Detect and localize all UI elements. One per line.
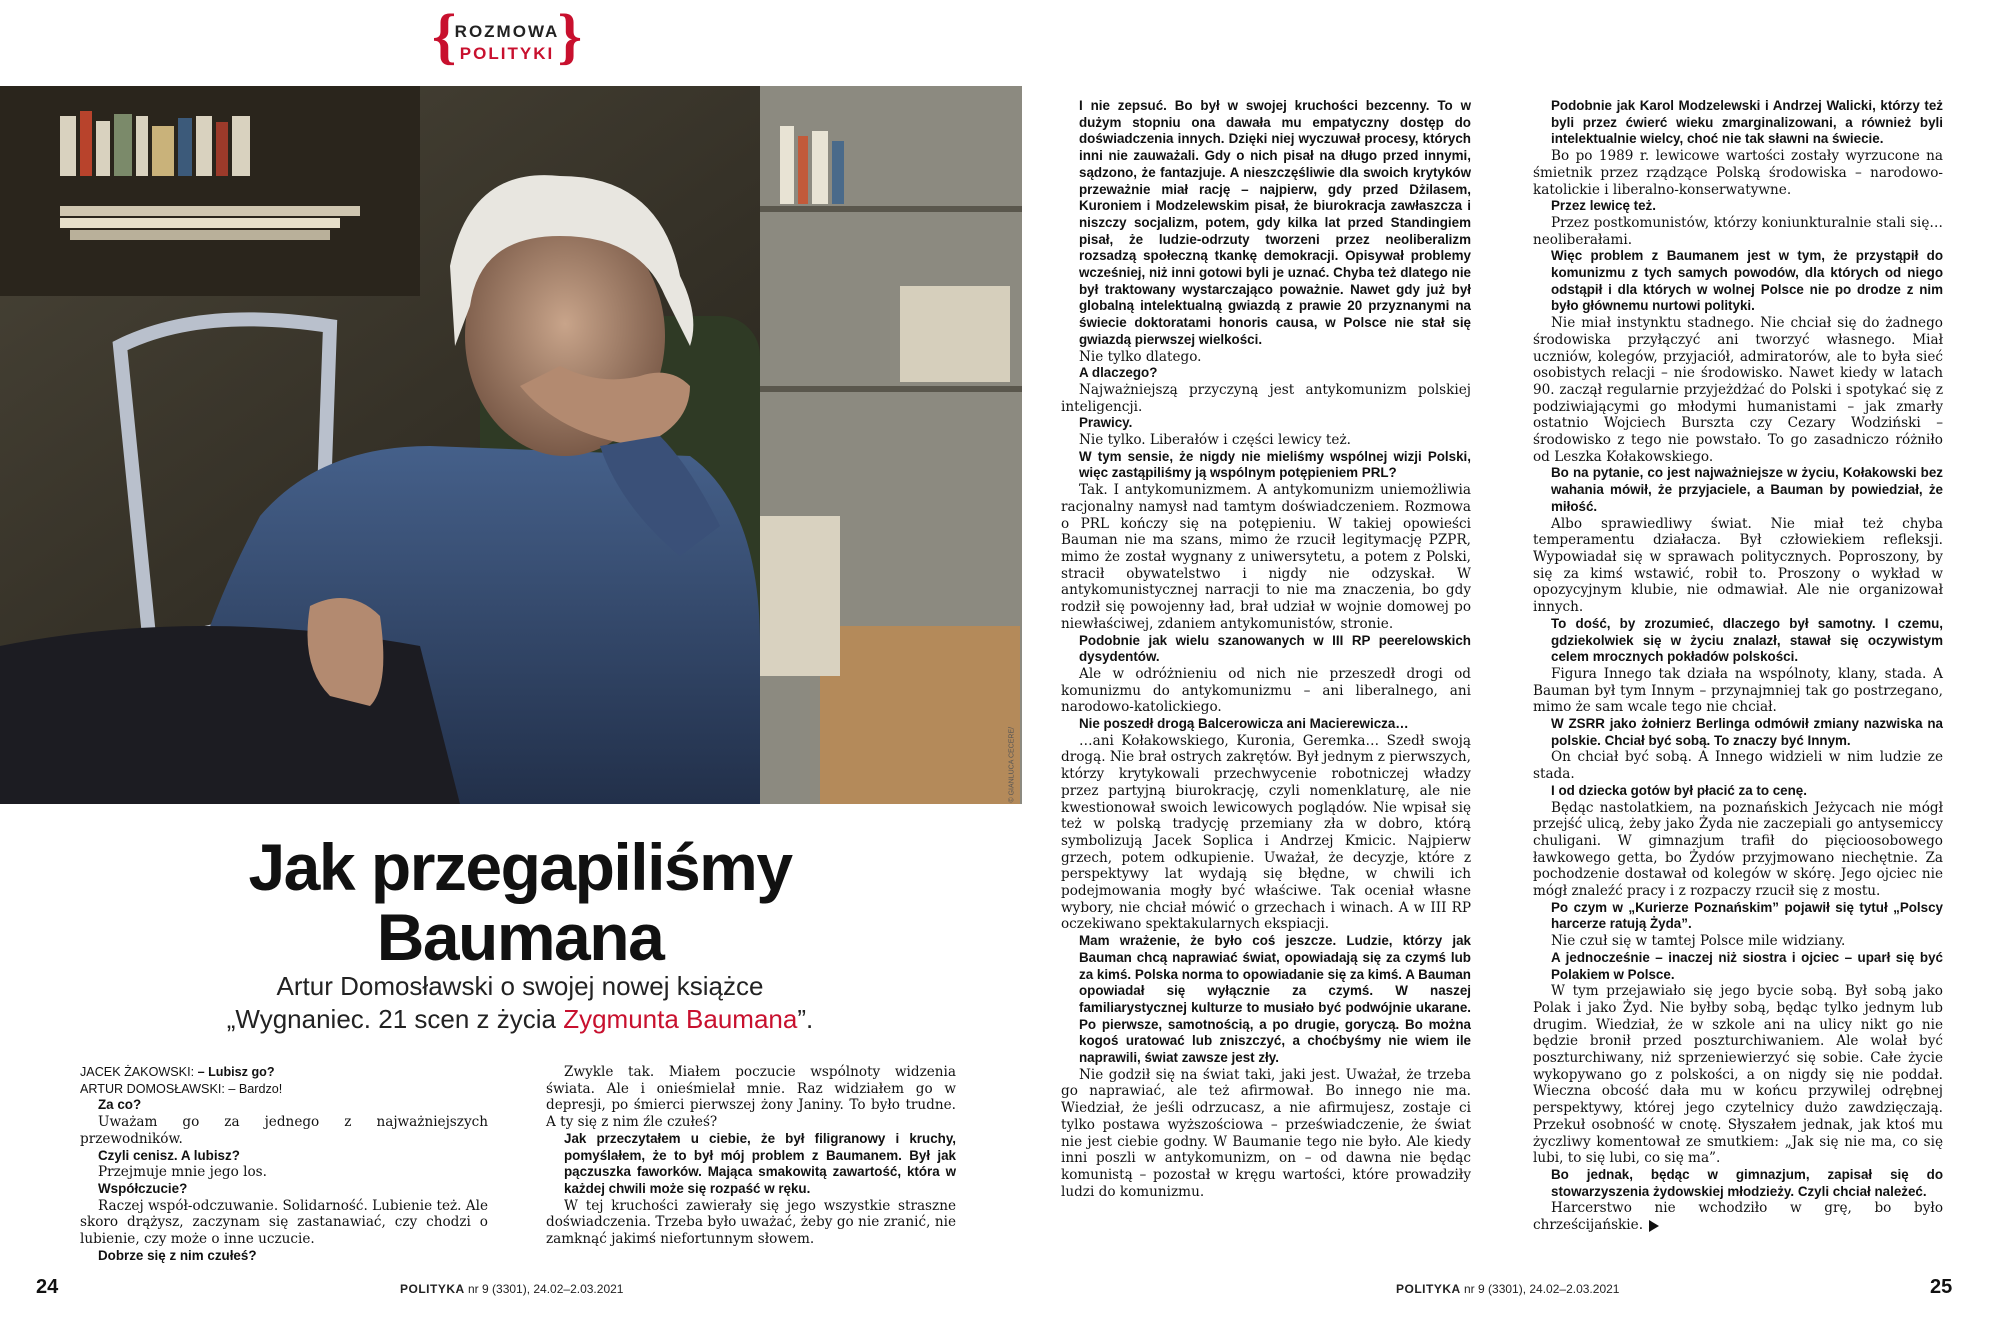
interviewer-question: Przez lewicę też. xyxy=(1551,198,1656,214)
answer-paragraph: Nie tylko dlatego. xyxy=(1079,348,1202,365)
speaker-line xyxy=(80,1081,488,1098)
answer-paragraph: Tak. I antykomunizmem. A antykomunizm uniemożliwia racjonalny namysł nad tamtym doświadczeniem. Rozmowa o PRL kończy się na potępieniu. W takiej opowieści Bauman nie ma szans, mimo że rzucił legitymację PZPR, mimo że został wygnany z uniwersytetu, a potem z Polski, stracił obywatelstwo i nigdy nie odzyskał. W antykomunistycznej narracji to nie ma znaczenia, bo gdy rodził się powojenny ład, brał udział w wojnie domowej po niewłaściwej, zdaniem antykomunistów, stronie. xyxy=(1061,482,1471,632)
answer-paragraph: On chciał być sobą. A Innego widzieli w nim ludzie ze stada. xyxy=(1533,749,1943,783)
article-title: Jak przegapiliśmy Baumana xyxy=(248,830,792,974)
interviewer-question: Więc problem z Baumanem jest w tym, że przystąpił do komunizmu z tych samych powodów, dla których od niego odstąpił i dla których w wolnej Polsce nie po drodze z nim było głównemu nurtowi polityki. xyxy=(1551,248,1943,314)
answer-paragraph: Przez postkomunistów, którzy koniunkturalnie stali się… neoliberałami. xyxy=(1533,214,1943,248)
interviewer-question: Dobrze się z nim czułeś? xyxy=(98,1247,257,1263)
right-brace-icon: } xyxy=(557,3,582,71)
footer-right: POLITYKA nr 9 (3301), 24.02–2.03.2021 xyxy=(1396,1282,1620,1296)
answer-paragraph: W tym przejawiało się jego bycie sobą. Był sobą jako Polak i jako Żyd. Nie byłby sobą, będąc tylko jednym lub drugim. Wiedział, że w szkole ani na ulicy nikt go nie będzie bronił przed poszturchiwaniem. Ale wolał być poszturchiwany, niż sprzeniewierzyć się sobie. Całe życie wykopywano go z polskości, a on nigdy się nie poddał. Wieczna obcość dała mu w końcu przywilej odrębnej perspektywy, której jego czytelnicy dużo zawdzięczają. Przekuł osobność w cnotę. Słyszałem jednak, jak ktoś mu życzliwy komentował ze smutkiem: „Jak się nie ma, co się lubi, to się lubi, co się ma”. xyxy=(1533,983,1943,1167)
answer-paragraph: …ani Kołakowskiego, Kuronia, Geremka… Szedł swoją drogą. Nie brał ostrych zakrętów. Był jednym z pierwszych, którzy krytykowali przechwycenie robotniczej władzy przez partyjną biurokrację, czyli nomenklaturę, ale nie kwestionował swoich lewicowych poglądów. Nie wpisał się też w polską tradycję przemiany zła w dobro, którą symbolizują Jacek Soplica i Andrzej Kmicic. Najpierw grzech, potem odkupienie. Uważał, że decyzje, które z perspektywy lat wydają się błędne, w chwili ich podejmowania mogły być właściwe. Tak oceniał własne wybory, nie chciał mówić o grzechach i winach. A w III RP oczekiwano spektakularnych ekspiacji. xyxy=(1061,732,1471,933)
speaker-text: – Bardzo! xyxy=(224,1081,283,1096)
continue-arrow-icon xyxy=(1649,1220,1659,1232)
section-logo xyxy=(432,3,582,71)
answer-paragraph: Nie czuł się w tamtej Polsce mile widziany. xyxy=(1551,933,1846,950)
answer-paragraph: Harcerstwo nie wchodziło w grę, bo było chrześcijańskie. xyxy=(1533,1200,1943,1234)
answer-paragraph: Nie tylko. Liberałów i części lewicy też. xyxy=(1079,432,1351,449)
text-column-3 xyxy=(1061,98,1471,1200)
answer-paragraph: Bo po 1989 r. lewicowe wartości zostały wyrzucone na śmietnik przez rządzące Polską środowiska – narodowo-katolickie i liberalno-konserwatywne. xyxy=(1533,148,1943,198)
left-brace-icon: { xyxy=(432,3,457,71)
section-word-2: POLITYKI xyxy=(459,44,555,63)
interviewer-question: I nie zepsuć. Bo był w swojej kruchości bezcenny. To w dużym stopniu ona dawała mu empatyczny dostęp do doświadczenia innych. Dzięki niej wyczuwał procesy, których inni nie zauważali. Gdy o nich pisał na długo przed innymi, sądzono, że fantazjuje. A nieszczęśliwie dla swoich krytyków przeważnie miał rację – najpierw, gdy przed Dżilasem, Kuroniem i Modzelewskim pisał, że biurokracja zawłaszcza i niszczy socjalizm, potem, gdy kilka lat przed Standingiem pisał, że ludzie-odrzuty tworzeni przez neoliberalizm rozsadzą społeczną tkankę demokracji. Opisywał problemy wcześniej, niż inni gotowi byli je uznać. Chyba też dlatego nie był traktowany wystarczająco poważnie. Nawet gdy już był globalną intelektualną gwiazdą z prawie 20 przyznanymi na świecie doktoratami honoris causa, w Polsce nie stał się gwiazdą pierwszej wielkości. xyxy=(1079,98,1471,347)
answer-paragraph: Nie godził się na świat taki, jaki jest. Uważał, że trzeba go naprawiać, ale też afirmował. Bo innego nie ma. Wiedział, że jeśli odrzucasz, a nie afirmujesz, zostaje ci tylko postawa wyższościowa – przeświadczenie, że świat nie jest ciebie godny. W Baumanie tego nie było. Ale kiedy inni poszli w antykomunizm, on – od dawna nie będąc komunistą – pozostał w kręgu wartości, które prowadziły ludzi do komunizmu. xyxy=(1061,1066,1471,1200)
page-number-right: 25 xyxy=(1930,1276,1953,1298)
interviewer-question: Bo na pytanie, co jest najważniejsze w życiu, Kołakowski bez wahania mówił, że przyjaciele, a Bauman by powiedział, że miłość. xyxy=(1551,465,1943,514)
answer-paragraph: Raczej współ-odczuwanie. Solidarność. Lubienie też. Ale skoro drążysz, zaczynam się zastanawiać, czy chodzi o lubienie, czy może o inne uczucie. xyxy=(80,1197,488,1248)
interviewer-question: Podobnie jak wielu szanowanych w III RP peerelowskich dysydentów. xyxy=(1079,632,1471,665)
interviewer-question: Współczucie? xyxy=(98,1180,188,1196)
interviewer-question: Jak przeczytałem u ciebie, że był filigranowy i kruchy, pomyślałem, że to był mój problem z Baumanem. Był jak pączuszka faworków. Mająca smakowitą zawartość, która w każdej chwili może się rozpaść w ręku. xyxy=(564,1130,956,1196)
answer-paragraph: Najważniejszą przyczyną jest antykomunizm polskiej inteligencji. xyxy=(1061,381,1471,415)
interviewer-question: Za co? xyxy=(98,1097,142,1113)
page-number-left: 24 xyxy=(36,1276,59,1298)
answer-paragraph: Uważam go za jednego z najważniejszych przewodników. xyxy=(80,1114,488,1147)
interviewer-question: W ZSRR jako żołnierz Berlinga odmówił zmiany nazwiska na polskie. Chciał być sobą. To znaczy być Innym. xyxy=(1551,716,1943,748)
photo-credit: © GIANLUCA CECERE/ xyxy=(1008,726,1016,803)
interviewer-question: W tym sensie, że nigdy nie mieliśmy wspólnej wizji Polski, więc zastąpiliśmy ją wspólnym potępieniem PRL? xyxy=(1079,448,1471,481)
answer-paragraph: W tej kruchości zawierały się jego wszystkie straszne doświadczenia. Trzeba było uważać, żeby go nie zranić, nie zamknąć jakimś niefortunnym słowem. xyxy=(546,1197,956,1248)
answer-paragraph: Albo sprawiedliwy świat. Nie miał też chyba temperamentu działacza. Był człowiekiem refleksji. Wypowiadał się w sprawach politycznych. Poproszony, by się za kimś wstawić, robił to. Proszony o wykład w opozycyjnym klubie, nie odmawiał. Ale nie organizował innych. xyxy=(1533,515,1943,616)
answer-paragraph: Będąc nastolatkiem, na poznańskich Jeżycach nie mógł przejść ulicą, żeby jako Żyda nie zaczepiali go antysemiccy chuligani. W gimnazjum trafił do pięcioosobowego ławkowego getta, bo Żydów przyjmowano niechętnie. Za pochodzenie dostawał od kolegów w skórę. Jego ojciec nie mógł znaleźć pracy i z rozpaczy rzucił się z mostu. xyxy=(1533,799,1943,900)
interviewer-question: Nie poszedł drogą Balcerowicza ani Macierewicza… xyxy=(1079,716,1409,732)
article-lead: Artur Domosławski o swojej nowej książce „Wygnaniec. 21 scen z życia Zygmunta Baumana”. xyxy=(226,971,814,1034)
speaker-name: ARTUR DOMOSŁAWSKI: xyxy=(80,1081,225,1096)
text-column-2 xyxy=(546,1064,956,1248)
footer-left: POLITYKA nr 9 (3301), 24.02–2.03.2021 xyxy=(400,1282,624,1296)
answer-paragraph: Figura Innego tak działa na wspólnoty, klany, stada. A Bauman był tym Innym – przynajmniej tak go postrzegano, mimo że sam wcale tego nie chciał. xyxy=(1533,665,1943,716)
answer-paragraph: Nie miał instynktu stadnego. Nie chciał się do żadnego środowiska przyłączyć ani tworzyć własnego. Miał uczniów, kolegów, przyjaciół, admiratorów, ale to była sieć osobistych relacji – nie środowisko. Nawet kiedy w latach 90. zaczął regularnie przyjeżdżać do Polski i spotykać się z podziwiającymi go młodymi humanistami – jak zmarły ostatnio Wojciech Burszta czy Cezary Wodziński – środowisko z tego nie powstało. To go zasadniczo różniło od Leszka Kołakowskiego. xyxy=(1533,315,1943,465)
text-column-1 xyxy=(80,1064,488,1264)
interviewer-question: A jednocześnie – inaczej niż siostra i ojciec – uparł się być Polakiem w Polsce. xyxy=(1551,949,1943,982)
speaker-name: JACEK ŻAKOWSKI: xyxy=(80,1065,195,1079)
interviewer-question: Po czym w „Kurierze Poznańskim” pojawił się tytuł „Polscy harcerze ratują Żyda”. xyxy=(1551,899,1943,932)
interviewer-question: A dlaczego? xyxy=(1079,365,1158,381)
answer-paragraph: Zwykle tak. Miałem poczucie wspólnoty widzenia świata. Ale i onieśmielał mnie. Raz widziałem go w depresji, po śmierci pierwszej żony Janiny. To było trudne. A ty się z nim źle czułeś? xyxy=(546,1064,956,1131)
interviewer-question: Prawicy. xyxy=(1079,415,1133,431)
portrait-photo xyxy=(0,86,1022,804)
answer-paragraph: Ale w odróżnieniu od nich nie przeszedł drogi od komunizmu do antykomunizmu – ani liberalnego, ani narodowo-katolickiego. xyxy=(1061,665,1471,716)
speaker-text: – Lubisz go? xyxy=(194,1065,275,1079)
interviewer-question: Podobnie jak Karol Modzelewski i Andrzej Walicki, którzy też byli przez ćwierć wieku zmarginalizowani, a również byli intelektualnie wielcy, choć nie tak sławni na świecie. xyxy=(1551,98,1943,147)
interviewer-question: To dość, by zrozumieć, dlaczego był samotny. I czemu, gdziekolwiek się w życiu znalazł, stawał się oczywistym celem mrocznych pokładów polskości. xyxy=(1551,615,1943,665)
speaker-line xyxy=(80,1064,488,1081)
answer-paragraph: Przejmuje mnie jego los. xyxy=(98,1164,267,1181)
text-column-4 xyxy=(1533,98,1943,1234)
interviewer-question: Czyli cenisz. A lubisz? xyxy=(98,1147,240,1163)
interviewer-question: Mam wrażenie, że było coś jeszcze. Ludzie, którzy jak Bauman chcą naprawiać świat, opowiadają się za czymś lub za kimś. Polska norma to opowiadanie się za kimś. A Bauman opowiadał się wyłącznie za czymś. W naszej familiarystycznej kulturze to musiało być podwójnie ukarane. Po pierwsze, samotnością, a po drugie, goryczą. Bo można kogoś uratować lub zniszczyć, a choćbyśmy nie wiem ile naprawili, świat zawsze jest zły. xyxy=(1079,933,1471,1066)
interviewer-question: Bo jednak, będąc w gimnazjum, zapisał się do stowarzyszenia żydowskiej młodzieży. Czyli chciał należeć. xyxy=(1551,1167,1943,1199)
interviewer-question: I od dziecka gotów był płacić za to cenę. xyxy=(1551,782,1807,798)
section-word-1: ROZMOWA xyxy=(454,22,560,41)
